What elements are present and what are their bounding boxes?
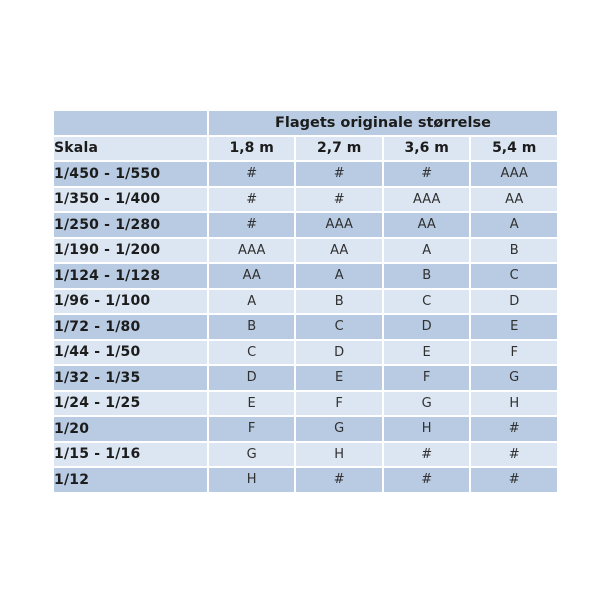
value-cell: AAA — [296, 213, 382, 237]
value-cell: B — [471, 239, 557, 263]
value-cell: # — [209, 162, 295, 186]
scale-cell: 1/72 - 1/80 — [54, 315, 207, 339]
value-cell: G — [471, 366, 557, 390]
scale-cell: 1/24 - 1/25 — [54, 392, 207, 416]
value-cell: E — [471, 315, 557, 339]
value-cell: # — [384, 443, 470, 467]
value-cell: F — [384, 366, 470, 390]
value-cell: B — [209, 315, 295, 339]
table-title-row — [54, 111, 557, 135]
value-cell: # — [384, 162, 470, 186]
scale-cell: 1/15 - 1/16 — [54, 443, 207, 467]
table-row — [54, 188, 557, 212]
value-cell: # — [471, 417, 557, 441]
table-row — [54, 392, 557, 416]
value-cell: B — [384, 264, 470, 288]
scale-cell: 1/20 — [54, 417, 207, 441]
scale-cell: 1/190 - 1/200 — [54, 239, 207, 263]
value-cell: H — [296, 443, 382, 467]
value-cell: AAA — [209, 239, 295, 263]
value-cell: G — [296, 417, 382, 441]
size-column-header: 3,6 m — [384, 137, 470, 161]
scale-cell: 1/12 — [54, 468, 207, 492]
flag-size-table — [52, 109, 559, 494]
scale-cell: 1/32 - 1/35 — [54, 366, 207, 390]
table-row — [54, 264, 557, 288]
value-cell: F — [471, 341, 557, 365]
value-cell: AAA — [384, 188, 470, 212]
scale-cell: 1/124 - 1/128 — [54, 264, 207, 288]
table-body — [54, 162, 557, 492]
corner-cell — [54, 111, 207, 135]
scale-column-header: Skala — [54, 137, 207, 161]
value-cell: AA — [384, 213, 470, 237]
table-row — [54, 239, 557, 263]
value-cell: # — [296, 188, 382, 212]
scale-cell: 1/44 - 1/50 — [54, 341, 207, 365]
value-cell: E — [209, 392, 295, 416]
value-cell: E — [296, 366, 382, 390]
value-cell: AAA — [471, 162, 557, 186]
value-cell: # — [471, 468, 557, 492]
value-cell: H — [471, 392, 557, 416]
table-row — [54, 213, 557, 237]
value-cell: AA — [471, 188, 557, 212]
scale-cell: 1/350 - 1/400 — [54, 188, 207, 212]
table-row — [54, 162, 557, 186]
table-row — [54, 366, 557, 390]
value-cell: D — [384, 315, 470, 339]
value-cell: D — [471, 290, 557, 314]
value-cell: # — [471, 443, 557, 467]
scale-cell: 1/96 - 1/100 — [54, 290, 207, 314]
size-column-header: 2,7 m — [296, 137, 382, 161]
table-title: Flagets originale størrelse — [209, 111, 557, 135]
value-cell: # — [209, 213, 295, 237]
scale-cell: 1/450 - 1/550 — [54, 162, 207, 186]
value-cell: H — [209, 468, 295, 492]
table-row — [54, 468, 557, 492]
value-cell: F — [296, 392, 382, 416]
table-row — [54, 290, 557, 314]
value-cell: A — [209, 290, 295, 314]
table-header-row — [54, 137, 557, 161]
size-column-header: 1,8 m — [209, 137, 295, 161]
value-cell: # — [296, 468, 382, 492]
table-row — [54, 315, 557, 339]
value-cell: AA — [209, 264, 295, 288]
value-cell: C — [471, 264, 557, 288]
value-cell: D — [209, 366, 295, 390]
value-cell: C — [384, 290, 470, 314]
value-cell: C — [209, 341, 295, 365]
table-row — [54, 417, 557, 441]
value-cell: # — [209, 188, 295, 212]
value-cell: H — [384, 417, 470, 441]
value-cell: B — [296, 290, 382, 314]
value-cell: C — [296, 315, 382, 339]
value-cell: D — [296, 341, 382, 365]
value-cell: A — [471, 213, 557, 237]
value-cell: G — [209, 443, 295, 467]
value-cell: A — [296, 264, 382, 288]
table-row — [54, 443, 557, 467]
value-cell: G — [384, 392, 470, 416]
value-cell: A — [384, 239, 470, 263]
size-column-header: 5,4 m — [471, 137, 557, 161]
scale-cell: 1/250 - 1/280 — [54, 213, 207, 237]
value-cell: F — [209, 417, 295, 441]
table-row — [54, 341, 557, 365]
value-cell: # — [296, 162, 382, 186]
value-cell: AA — [296, 239, 382, 263]
value-cell: # — [384, 468, 470, 492]
value-cell: E — [384, 341, 470, 365]
